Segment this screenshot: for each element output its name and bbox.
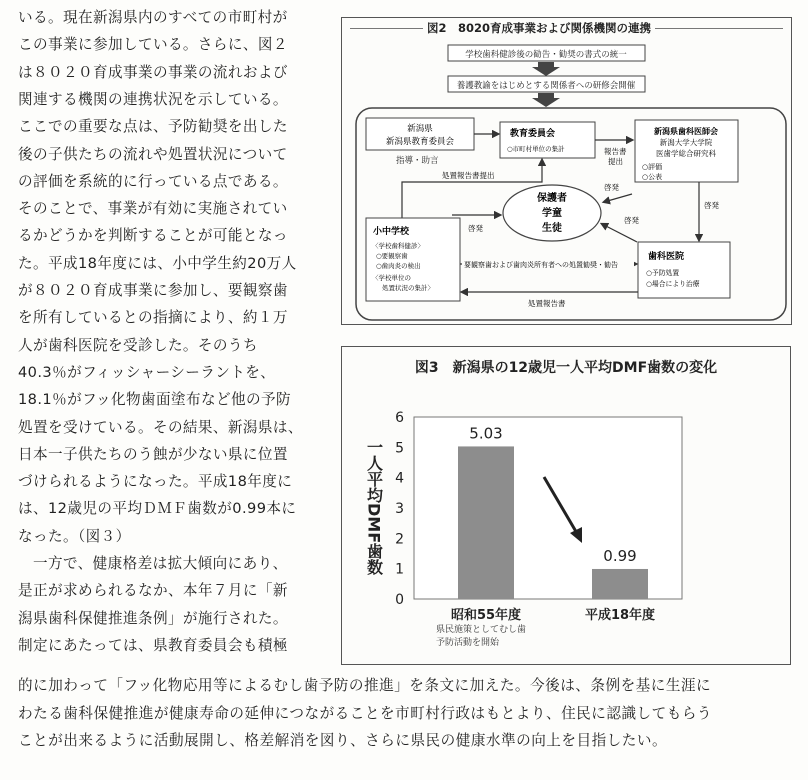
enlighten-label-4: 啓発 <box>624 216 639 225</box>
pref-board-line2: 新潟県教育委員会 <box>385 137 455 147</box>
report-submit-line1: 報告書 <box>604 147 627 156</box>
treatment-report-label: 処置報告書 <box>528 299 566 308</box>
text-line: 潟県歯科保健推進条例」が施行された。 <box>18 609 288 627</box>
text-line: なった。（図３） <box>18 527 131 545</box>
text-line: 一方で、健康格差は拡大傾向にあり、 <box>18 555 288 572</box>
report-submit-line2: 提出 <box>608 157 623 166</box>
y-axis-label <box>365 439 384 576</box>
text-line: 人が歯科医院を受診した。そのうち <box>18 336 258 354</box>
y-tick-label: 3 <box>395 501 404 517</box>
text-line: を所有しているとの指摘により、約１万 <box>18 309 288 327</box>
figure-3-chart <box>341 346 791 665</box>
figure-2-title: 図2 8020育成事業および関係機関の連携 <box>423 20 655 36</box>
text-line: 後の子供たちの流れや処置状況について <box>18 145 288 163</box>
dental-assoc-line2: 新潟大学大学院 <box>659 138 713 147</box>
text-line: この事業に参加している。さらに、図２ <box>18 36 288 54</box>
y-ticks <box>395 410 404 608</box>
bar <box>458 446 514 599</box>
text-line: るかどうかを判断することが可能となっ <box>18 227 288 245</box>
text-line: いる。現在新潟県内のすべての市町村が <box>18 9 288 26</box>
chart-note-line2: 予防活動を開始 <box>436 638 500 648</box>
school-name: 小中学校 <box>373 227 410 237</box>
text-line: 制定にあたっては、県教育委員会も積極 <box>18 636 288 654</box>
clinic-item2: ○場合により治療 <box>646 280 700 288</box>
center-line3: 生徒 <box>542 223 562 234</box>
center-line1: 保護者 <box>537 193 567 204</box>
enlighten-label-2: 啓発 <box>704 201 719 210</box>
school-item2: ○要観察歯 <box>376 252 408 260</box>
clinic-item1: ○予防処置 <box>646 269 680 277</box>
text-line: 18.1％がフッ化物歯面塗布など他の予防 <box>18 391 291 409</box>
treatment-report-submit-label: 処置報告書提出 <box>442 171 495 180</box>
text-line: 40.3％がフィッシャーシーラントを、 <box>18 363 276 381</box>
clinic-name: 歯科医院 <box>648 252 685 262</box>
edu-board-item: ○市町村単位の集計 <box>507 145 565 153</box>
down-arrow-2 <box>532 93 560 107</box>
referral-label: 要観察歯および歯肉炎所有者への処置勧奨・勧告 <box>464 261 618 269</box>
x-category-label: 昭和55年度 <box>450 608 522 623</box>
text-line: た。平成18年度には、小中学生約20万人 <box>18 254 297 272</box>
pref-board-line1: 新潟県 <box>407 124 433 134</box>
text-line: づけられるようになった。平成18年度に <box>18 473 293 491</box>
top-box-1-text: 学校歯科健診後の勧告・勧奨の書式の統一 <box>465 50 627 60</box>
text-line: ここでの重要な点は、予防勧奨を出した <box>18 118 288 136</box>
figure-2-canvas <box>342 18 791 324</box>
y-tick-label: 5 <box>395 440 404 457</box>
school-item5: 処置状況の集計〉 <box>382 284 434 292</box>
text-line: 日本一子供たちのう蝕が少ない県に位置 <box>18 445 288 463</box>
text-line: 是正が求められるなか、本年７月に「新 <box>18 582 288 600</box>
bar <box>592 569 648 599</box>
enlighten-label-1: 啓発 <box>604 183 619 192</box>
y-tick-label: 2 <box>395 531 404 548</box>
chart-canvas <box>342 347 790 664</box>
text-line: は８０２０育成事業の事業の流れおよび <box>18 63 288 81</box>
text-line: 関連する機関の連携状況を示している。 <box>18 90 288 108</box>
dental-assoc-line3: 医歯学総合研究科 <box>656 149 716 158</box>
text-line: ことが出来るように活動展開し、格差解消を図り、さらに県民の健康水準の向上を目指したい。 <box>18 732 668 749</box>
y-tick-label: 4 <box>395 470 404 487</box>
bar-value-label: 0.99 <box>603 546 637 565</box>
text-line: の評価を系統的に行っている点である。 <box>18 172 288 190</box>
down-arrow-1 <box>532 62 560 76</box>
figure-2-diagram <box>341 17 792 325</box>
y-axis-label-text: 一人平均DMF歯数 <box>364 439 384 576</box>
center-line2: 学童 <box>542 208 562 219</box>
school-item1: 〈学校歯科健診〉 <box>372 242 424 250</box>
y-tick-label: 0 <box>395 592 404 608</box>
x-category-label: 平成18年度 <box>584 608 656 623</box>
dental-assoc-item1: ○評価 <box>642 163 663 171</box>
text-line: が８０２０育成事業に参加し、要観察歯 <box>18 282 288 299</box>
guidance-label: 指導・助言 <box>396 156 439 166</box>
clinic-to-center-arrow <box>602 224 637 242</box>
chart-note-line1: 県民施策としてむし歯 <box>436 625 527 635</box>
assoc-to-center-arrow <box>604 194 632 202</box>
dental-assoc-item2: ○公表 <box>642 173 663 181</box>
dental-assoc-line1: 新潟県歯科医師会 <box>654 127 718 136</box>
enlighten-label-3: 啓発 <box>468 224 483 233</box>
school-item3: ○歯肉炎の検出 <box>376 262 421 270</box>
text-line: は、12歳児の平均ＤＭＦ歯数が0.99本に <box>18 500 297 518</box>
school-item4: 〈学校単位の <box>372 274 411 282</box>
text-line: 的に加わって「フッ化物応用等によるむし歯予防の推進」を条文に加えた。今後は、条例を基に生涯に <box>18 677 712 694</box>
figure-3-title: 図3 新潟県の12歳児一人平均DMF歯数の変化 <box>414 360 718 376</box>
text-line: 処置を受けている。その結果、新潟県は、 <box>18 418 303 436</box>
bar-value-label: 5.03 <box>469 424 503 443</box>
edu-board-name: 教育委員会 <box>510 129 556 139</box>
y-tick-label: 1 <box>395 561 404 578</box>
text-line: そのことで、事業が有効に実施されてい <box>18 200 288 218</box>
y-tick-label: 6 <box>395 410 404 426</box>
text-line: わたる歯科保健推進が健康寿命の延伸につながることを市町村行政はもとより、住民に認識してもらう <box>18 704 713 722</box>
top-box-2-text: 養護教諭をはじめとする関係者への研修会開催 <box>456 81 636 91</box>
